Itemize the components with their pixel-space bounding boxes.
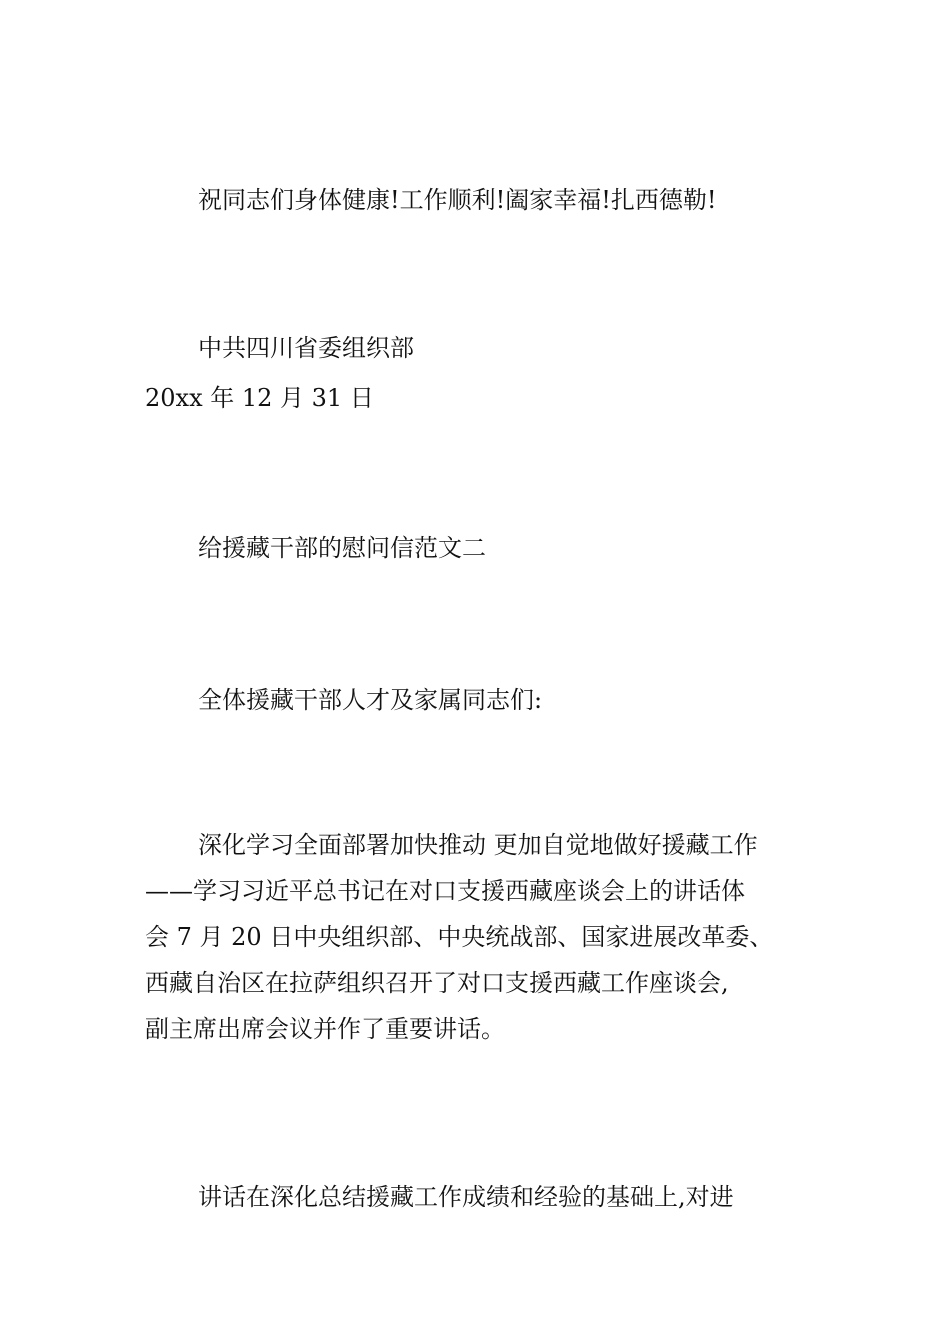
paragraph-line: 副主席出席会议并作了重要讲话。 <box>145 1015 505 1043</box>
signature-date: 20xx 年 12 月 31 日 <box>145 384 374 412</box>
paragraph-line: 讲话在深化总结援藏工作成绩和经验的基础上,对进 <box>198 1183 734 1211</box>
salutation: 全体援藏干部人才及家属同志们: <box>198 686 543 714</box>
signature-organization: 中共四川省委组织部 <box>198 334 414 362</box>
section-title: 给援藏干部的慰问信范文二 <box>198 534 486 562</box>
paragraph-line: ——学习习近平总书记在对口支援西藏座谈会上的讲话体 <box>145 877 745 905</box>
paragraph-line: 西藏自治区在拉萨组织召开了对口支援西藏工作座谈会, <box>145 969 729 997</box>
blessing-line: 祝同志们身体健康!工作顺利!阖家幸福!扎西德勒! <box>198 186 717 214</box>
body-paragraph-2 <box>145 1174 810 1220</box>
paragraph-line: 会 7 月 20 日中央组织部、中央统战部、国家进展改革委、 <box>145 923 774 951</box>
paragraph-line: 深化学习全面部署加快推动 更加自觉地做好援藏工作 <box>198 831 758 859</box>
body-paragraph-1 <box>145 822 810 1052</box>
